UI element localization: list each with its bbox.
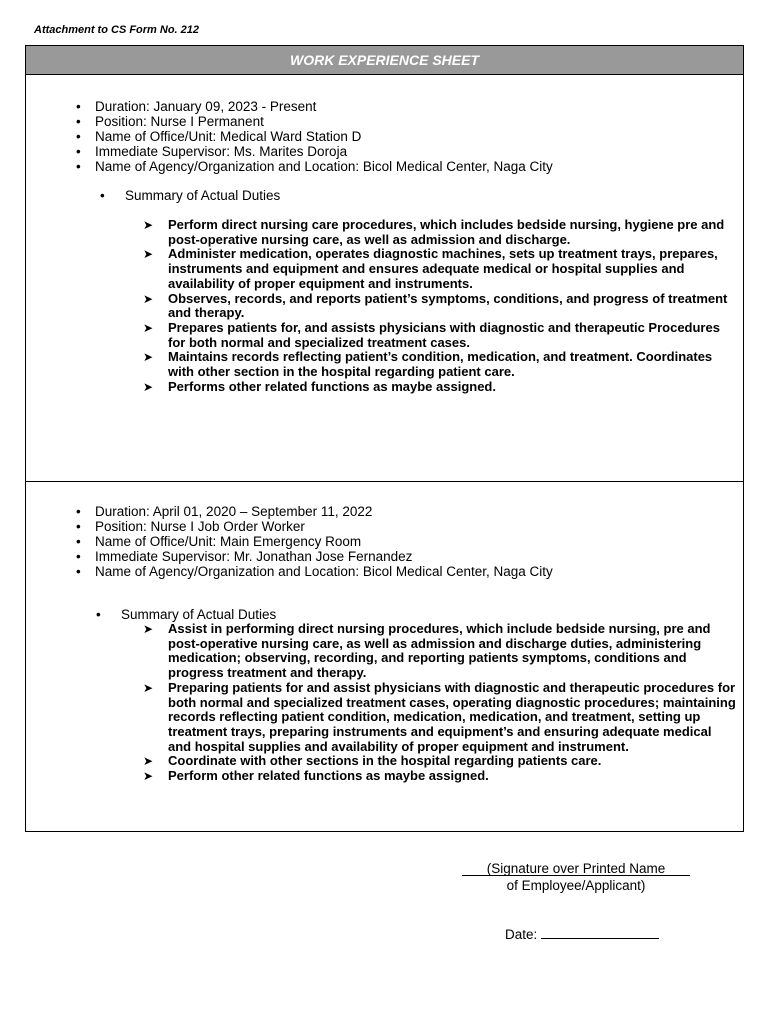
entry-2-agency: • Name of Agency/Organization and Location: Bicol Medical Center, Naga City xyxy=(76,564,553,579)
entry-1-agency: • Name of Agency/Organization and Location: Bicol Medical Center, Naga City xyxy=(76,159,553,174)
experience-entry-2 xyxy=(26,483,743,831)
arrow-bullet-icon: ➤ xyxy=(143,754,154,769)
arrow-bullet-icon: ➤ xyxy=(143,291,154,306)
duty-item: ➤ Performs other related functions as maybe assigned. xyxy=(143,378,496,394)
arrow-bullet-icon: ➤ xyxy=(143,320,154,335)
arrow-bullet-icon: ➤ xyxy=(143,680,154,695)
entry-2-supervisor: • Immediate Supervisor: Mr. Jonathan Jose Fernandez xyxy=(76,549,553,564)
duty-item: ➤ Administer medication, operates diagnostic machines, sets up treatment trays, prepares, instruments and equipment and ensures adequate medical or hospital supplies and availability of proper equipment and instruments. xyxy=(143,246,718,291)
experience-entry-1 xyxy=(26,76,743,482)
date-blank-line xyxy=(541,927,659,939)
duty-item: ➤ Perform other related functions as maybe assigned. xyxy=(143,768,489,784)
arrow-bullet-icon: ➤ xyxy=(143,769,154,784)
entry-2-summary-heading: • Summary of Actual Duties xyxy=(96,607,276,622)
entry-1-position: • Position: Nurse I Permanent xyxy=(76,114,553,129)
duty-item: ➤ Perform direct nursing care procedures, which includes bedside nursing, hygiene pre and post-operative nursing care, as well as admission and discharge. xyxy=(143,217,725,247)
signature-caption-line1: (Signature over Printed Name xyxy=(486,861,666,876)
work-experience-sheet xyxy=(25,45,744,832)
duty-item: ➤ Coordinate with other sections in the hospital regarding patients care. xyxy=(143,753,602,769)
entry-1-office: • Name of Office/Unit: Medical Ward Station D xyxy=(76,129,553,144)
arrow-bullet-icon: ➤ xyxy=(143,218,154,232)
duty-item: ➤ Assist in performing direct nursing procedures, which include bedside nursing, pre and post-operative nursing care, as well as admission and discharge duties, administering medication; observing, recording, and reporting patients symptoms, conditions and progress treatment and therapy. xyxy=(143,621,711,681)
entry-1-duration: • Duration: January 09, 2023 - Present xyxy=(76,99,553,114)
entry-2-duration: • Duration: April 01, 2020 – September 11, 2022 xyxy=(76,504,553,519)
entry-1-summary-heading: • Summary of Actual Duties xyxy=(100,188,280,203)
duty-item: ➤ Preparing patients for and assist physicians with diagnostic and therapeutic procedures for both normal and specialized treatment cases, operating diagnostic procedures; maintaining records reflecting patient condition, medication, medication, and treatment, setting up treatment trays, preparing instruments and equipment’s and ensuring adequate medical and hospital supplies and availability of proper equipment and instrument. xyxy=(143,679,736,754)
arrow-bullet-icon: ➤ xyxy=(143,247,154,262)
arrow-bullet-icon: ➤ xyxy=(143,622,154,636)
entry-2-duties xyxy=(143,621,736,784)
signature-block xyxy=(462,860,690,894)
entry-1-duties xyxy=(143,217,736,394)
date-field xyxy=(505,927,659,942)
entry-1-details xyxy=(76,99,553,174)
date-label: Date: xyxy=(505,927,542,942)
arrow-bullet-icon: ➤ xyxy=(143,379,154,394)
sheet-title: WORK EXPERIENCE SHEET xyxy=(26,46,743,75)
duty-item: ➤ Observes, records, and reports patient’s symptoms, conditions, and progress of treatment and therapy. xyxy=(143,290,728,321)
arrow-bullet-icon: ➤ xyxy=(143,350,154,365)
entry-2-office: • Name of Office/Unit: Main Emergency Room xyxy=(76,534,553,549)
attachment-label: Attachment to CS Form No. 212 xyxy=(34,24,200,36)
entry-2-details xyxy=(76,504,553,579)
duty-item: ➤ Maintains records reflecting patient’s condition, medication, and treatment. Coordinates with other section in the hospital regarding patient care. xyxy=(143,349,713,380)
duty-item: ➤ Prepares patients for, and assists physicians with diagnostic and therapeutic Procedures for both normal and specialized treatment cases. xyxy=(143,319,720,350)
entry-2-position: • Position: Nurse I Job Order Worker xyxy=(76,519,553,534)
entry-1-supervisor: • Immediate Supervisor: Ms. Marites Doroja xyxy=(76,144,553,159)
signature-caption-line2: of Employee/Applicant) xyxy=(506,878,646,893)
